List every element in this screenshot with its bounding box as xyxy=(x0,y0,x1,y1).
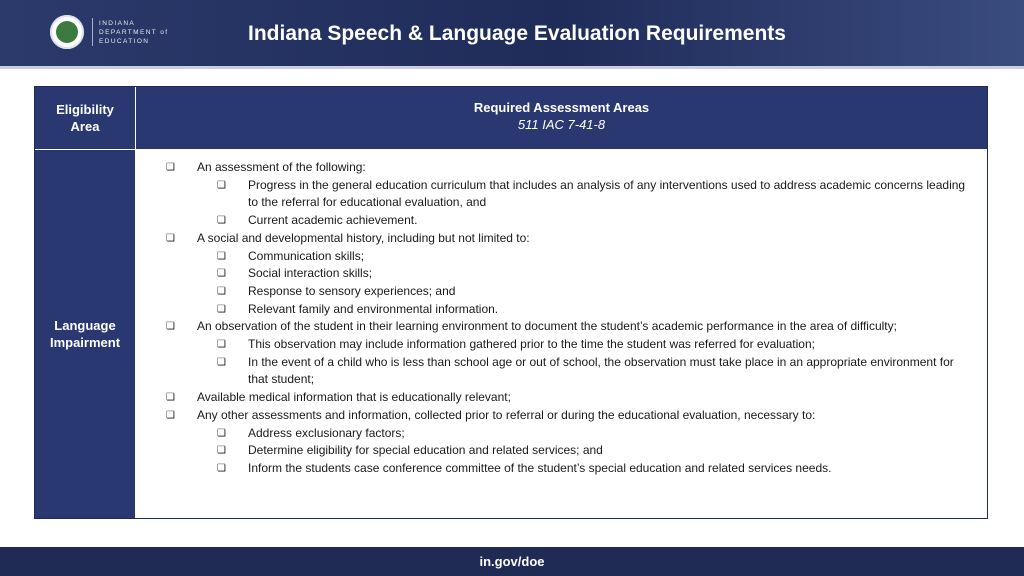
list-item xyxy=(166,159,976,177)
list-item-text: Inform the students case conference committee of the student’s special education and related services needs. xyxy=(248,460,832,475)
checkbox-bullet-icon: ❏ xyxy=(217,427,226,439)
footer-url: in.gov/doe xyxy=(479,554,545,569)
assessment-areas-header xyxy=(136,87,987,149)
list-item-text: A social and developmental history, including but not limited to: xyxy=(197,230,530,245)
list-item xyxy=(166,248,976,266)
list-item-text: Social interaction skills; xyxy=(248,266,373,281)
checkbox-bullet-icon: ❏ xyxy=(166,232,175,244)
list-item xyxy=(166,336,976,354)
assessment-areas-citation: 511 IAC 7-41-8 xyxy=(517,117,606,132)
list-item xyxy=(166,442,976,460)
list-item-text: Determine eligibility for special education and related services; and xyxy=(248,443,603,458)
header-banner xyxy=(0,0,1024,66)
list-item xyxy=(166,283,976,301)
assessment-areas-title: Required Assessment Areas xyxy=(473,100,650,115)
list-item-text: Progress in the general education curriculum that includes an analysis of any interventions used to address academic concerns leading to the referral for educational evaluation, and xyxy=(248,177,966,210)
list-item xyxy=(166,407,976,425)
logo-line: DEPARTMENT of xyxy=(99,29,169,36)
list-item xyxy=(166,177,976,212)
list-item xyxy=(166,318,976,336)
checkbox-bullet-icon: ❏ xyxy=(217,285,226,297)
checkbox-bullet-icon: ❏ xyxy=(166,392,175,404)
list-item xyxy=(166,212,976,230)
list-item xyxy=(166,301,976,319)
checkbox-bullet-icon: ❏ xyxy=(217,462,226,474)
logo-divider xyxy=(92,18,93,46)
list-item-text: An observation of the student in their learning environment to document the student’s academic performance in the area of difficulty; xyxy=(197,319,897,334)
requirements-table xyxy=(34,86,988,519)
list-item xyxy=(166,354,976,389)
checkbox-bullet-icon: ❏ xyxy=(217,250,226,262)
list-item-text: This observation may include information gathered prior to the time the student was referred for evaluation; xyxy=(248,337,815,352)
checkbox-bullet-icon: ❏ xyxy=(166,321,175,333)
checkbox-bullet-icon: ❏ xyxy=(217,445,226,457)
list-item-text: Address exclusionary factors; xyxy=(248,425,405,440)
assessment-areas-cell xyxy=(136,150,987,518)
checkbox-bullet-icon: ❏ xyxy=(217,356,226,368)
eligibility-area-header: Eligibility Area xyxy=(35,87,135,149)
list-item-text: Relevant family and environmental information. xyxy=(248,301,499,316)
list-item-text: In the event of a child who is less than school age or out of school, the observation must take place in an appropriate environment for that student; xyxy=(248,354,954,387)
list-item-text: An assessment of the following: xyxy=(197,160,366,174)
eligibility-area-cell: Language Impairment xyxy=(35,150,135,518)
logo-line: INDIANA xyxy=(99,20,136,27)
list-item-text: Any other assessments and information, collected prior to referral or during the educational evaluation, necessary to: xyxy=(197,407,816,422)
checkbox-bullet-icon: ❏ xyxy=(217,215,226,227)
list-item xyxy=(166,265,976,283)
logo-line: EDUCATION xyxy=(99,38,150,45)
checkbox-bullet-icon: ❏ xyxy=(217,268,226,280)
list-item xyxy=(166,389,976,407)
header-rule xyxy=(0,66,1024,69)
checkbox-bullet-icon: ❏ xyxy=(217,339,226,351)
list-item xyxy=(166,230,976,248)
list-item xyxy=(166,425,976,443)
list-item xyxy=(166,460,976,478)
footer-banner xyxy=(0,547,1024,576)
doe-logo xyxy=(99,19,169,46)
checkbox-bullet-icon: ❏ xyxy=(217,303,226,315)
state-seal-icon xyxy=(50,15,84,49)
page-title: Indiana Speech & Language Evaluation Requirements xyxy=(248,22,786,45)
list-item-text: Available medical information that is educationally relevant; xyxy=(197,390,511,405)
checkbox-bullet-icon: ❏ xyxy=(217,179,226,191)
checkbox-bullet-icon: ❏ xyxy=(166,409,175,421)
checkbox-bullet-icon: ❏ xyxy=(166,162,175,173)
list-item-text: Response to sensory experiences; and xyxy=(248,283,456,298)
list-item-text: Communication skills; xyxy=(248,248,365,263)
list-item-text: Current academic achievement. xyxy=(248,213,418,228)
requirements-list xyxy=(166,159,976,478)
